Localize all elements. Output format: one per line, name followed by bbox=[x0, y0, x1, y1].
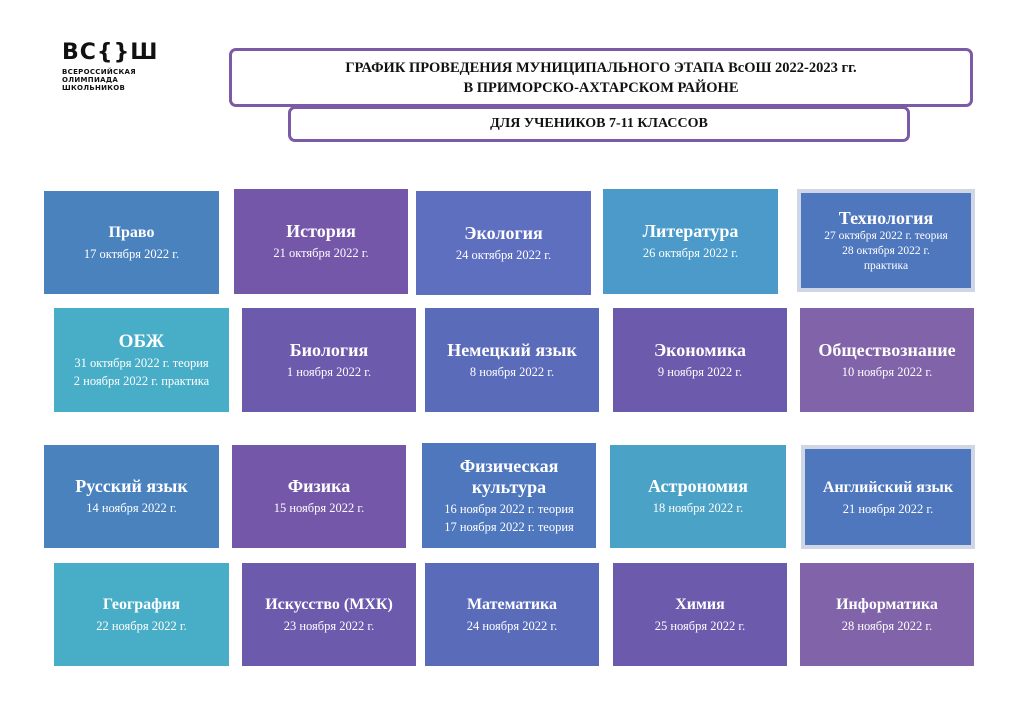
subject-name: Физическая культура bbox=[459, 455, 559, 497]
subject-date: 21 октября 2022 г. bbox=[273, 246, 369, 260]
subject-tile-tekhnologiya bbox=[801, 193, 971, 288]
subject-name: Физика bbox=[287, 476, 351, 496]
subject-tile-biologiya bbox=[242, 308, 416, 412]
title-line-2: В ПРИМОРСКО-АХТАРСКОМ РАЙОНЕ bbox=[463, 80, 739, 96]
subject-date: 25 ноября 2022 г. bbox=[654, 619, 746, 633]
subject-tile-iskusstvo bbox=[242, 563, 416, 666]
subject-tile-khimiya bbox=[613, 563, 787, 666]
subject-name: Искусство (МХК) bbox=[265, 596, 393, 613]
page-title bbox=[229, 48, 973, 107]
subject-date: 9 ноября 2022 г. bbox=[657, 364, 743, 379]
subject-date: 23 ноября 2022 г. bbox=[283, 619, 375, 633]
subject-tile-ekonomika bbox=[613, 308, 787, 412]
subject-tile-obshchestvo bbox=[800, 308, 974, 412]
title-line-1: ГРАФИК ПРОВЕДЕНИЯ МУНИЦИПАЛЬНОГО ЭТАПА ВсОШ 2022-2023 гг. bbox=[345, 60, 857, 76]
subject-name: Экология bbox=[464, 222, 543, 243]
subject-tile-russkiy bbox=[44, 445, 219, 548]
subject-tile-istoriya bbox=[234, 189, 408, 294]
subject-name: Обществознание bbox=[818, 339, 956, 360]
subject-date: 16 ноября 2022 г. теория 17 ноября 2022 г. теория bbox=[444, 501, 574, 534]
subject-date: 14 ноября 2022 г. bbox=[86, 501, 177, 515]
page-subtitle: ДЛЯ УЧЕНИКОВ 7-11 КЛАССОВ bbox=[288, 106, 910, 142]
subject-name: Астрономия bbox=[647, 476, 748, 496]
subject-name: География bbox=[102, 596, 181, 613]
subject-date: 24 ноября 2022 г. bbox=[466, 619, 558, 633]
subject-name: Немецкий язык bbox=[447, 339, 577, 360]
subject-date: 28 ноября 2022 г. bbox=[841, 619, 933, 633]
subject-date: 21 ноября 2022 г. bbox=[842, 501, 934, 516]
subject-tile-obzh bbox=[54, 308, 229, 412]
subject-date: 31 октября 2022 г. теория 2 ноября 2022 г. практика bbox=[73, 355, 210, 388]
subject-tile-pravo bbox=[44, 191, 219, 294]
subject-name: Экономика bbox=[653, 339, 747, 360]
subject-tile-fizika bbox=[232, 445, 406, 548]
subject-date: 1 ноября 2022 г. bbox=[286, 364, 372, 379]
subject-name: Право bbox=[108, 224, 155, 241]
subject-date: 15 ноября 2022 г. bbox=[273, 501, 365, 515]
subject-tile-astronomiya bbox=[610, 445, 786, 548]
subject-tile-matematika bbox=[425, 563, 599, 666]
subject-name: Технология bbox=[838, 207, 934, 228]
subject-date: 18 ноября 2022 г. bbox=[652, 501, 744, 515]
subject-name: ОБЖ bbox=[118, 330, 165, 352]
subject-date: 22 ноября 2022 г. bbox=[96, 619, 187, 633]
subject-tile-ekologiya bbox=[416, 191, 591, 295]
subject-tile-geografiya bbox=[54, 563, 229, 666]
subject-name: История bbox=[286, 221, 356, 241]
subject-date: 26 октября 2022 г. bbox=[642, 246, 739, 260]
subject-date: 27 октября 2022 г. теория 28 октября 2022 г. практика bbox=[824, 229, 948, 272]
subject-name: Математика bbox=[466, 596, 558, 613]
subject-name: Биология bbox=[289, 339, 369, 360]
subject-name: Химия bbox=[675, 596, 725, 613]
subject-tile-informatika bbox=[800, 563, 974, 666]
subject-tile-nemetskiy bbox=[425, 308, 599, 412]
subject-tile-angliyskiy bbox=[805, 449, 971, 545]
logo-subtitle: ВСЕРОССИЙСКАЯ ОЛИМПИАДА ШКОЛЬНИКОВ bbox=[62, 68, 136, 92]
subject-date: 10 ноября 2022 г. bbox=[841, 364, 933, 379]
subject-tile-literatura bbox=[603, 189, 778, 294]
olympiad-logo bbox=[62, 42, 202, 102]
logo-mark: ВС{}Ш bbox=[62, 40, 159, 65]
subject-date: 17 октября 2022 г. bbox=[83, 247, 180, 261]
subject-name: Английский язык bbox=[822, 478, 954, 496]
subject-tile-fizkultura bbox=[422, 443, 596, 548]
subject-name: Русский язык bbox=[75, 476, 188, 496]
subject-date: 24 октября 2022 г. bbox=[455, 247, 552, 262]
subject-name: Литература bbox=[642, 221, 739, 241]
subject-name: Информатика bbox=[836, 596, 938, 613]
subject-date: 8 ноября 2022 г. bbox=[469, 364, 555, 379]
